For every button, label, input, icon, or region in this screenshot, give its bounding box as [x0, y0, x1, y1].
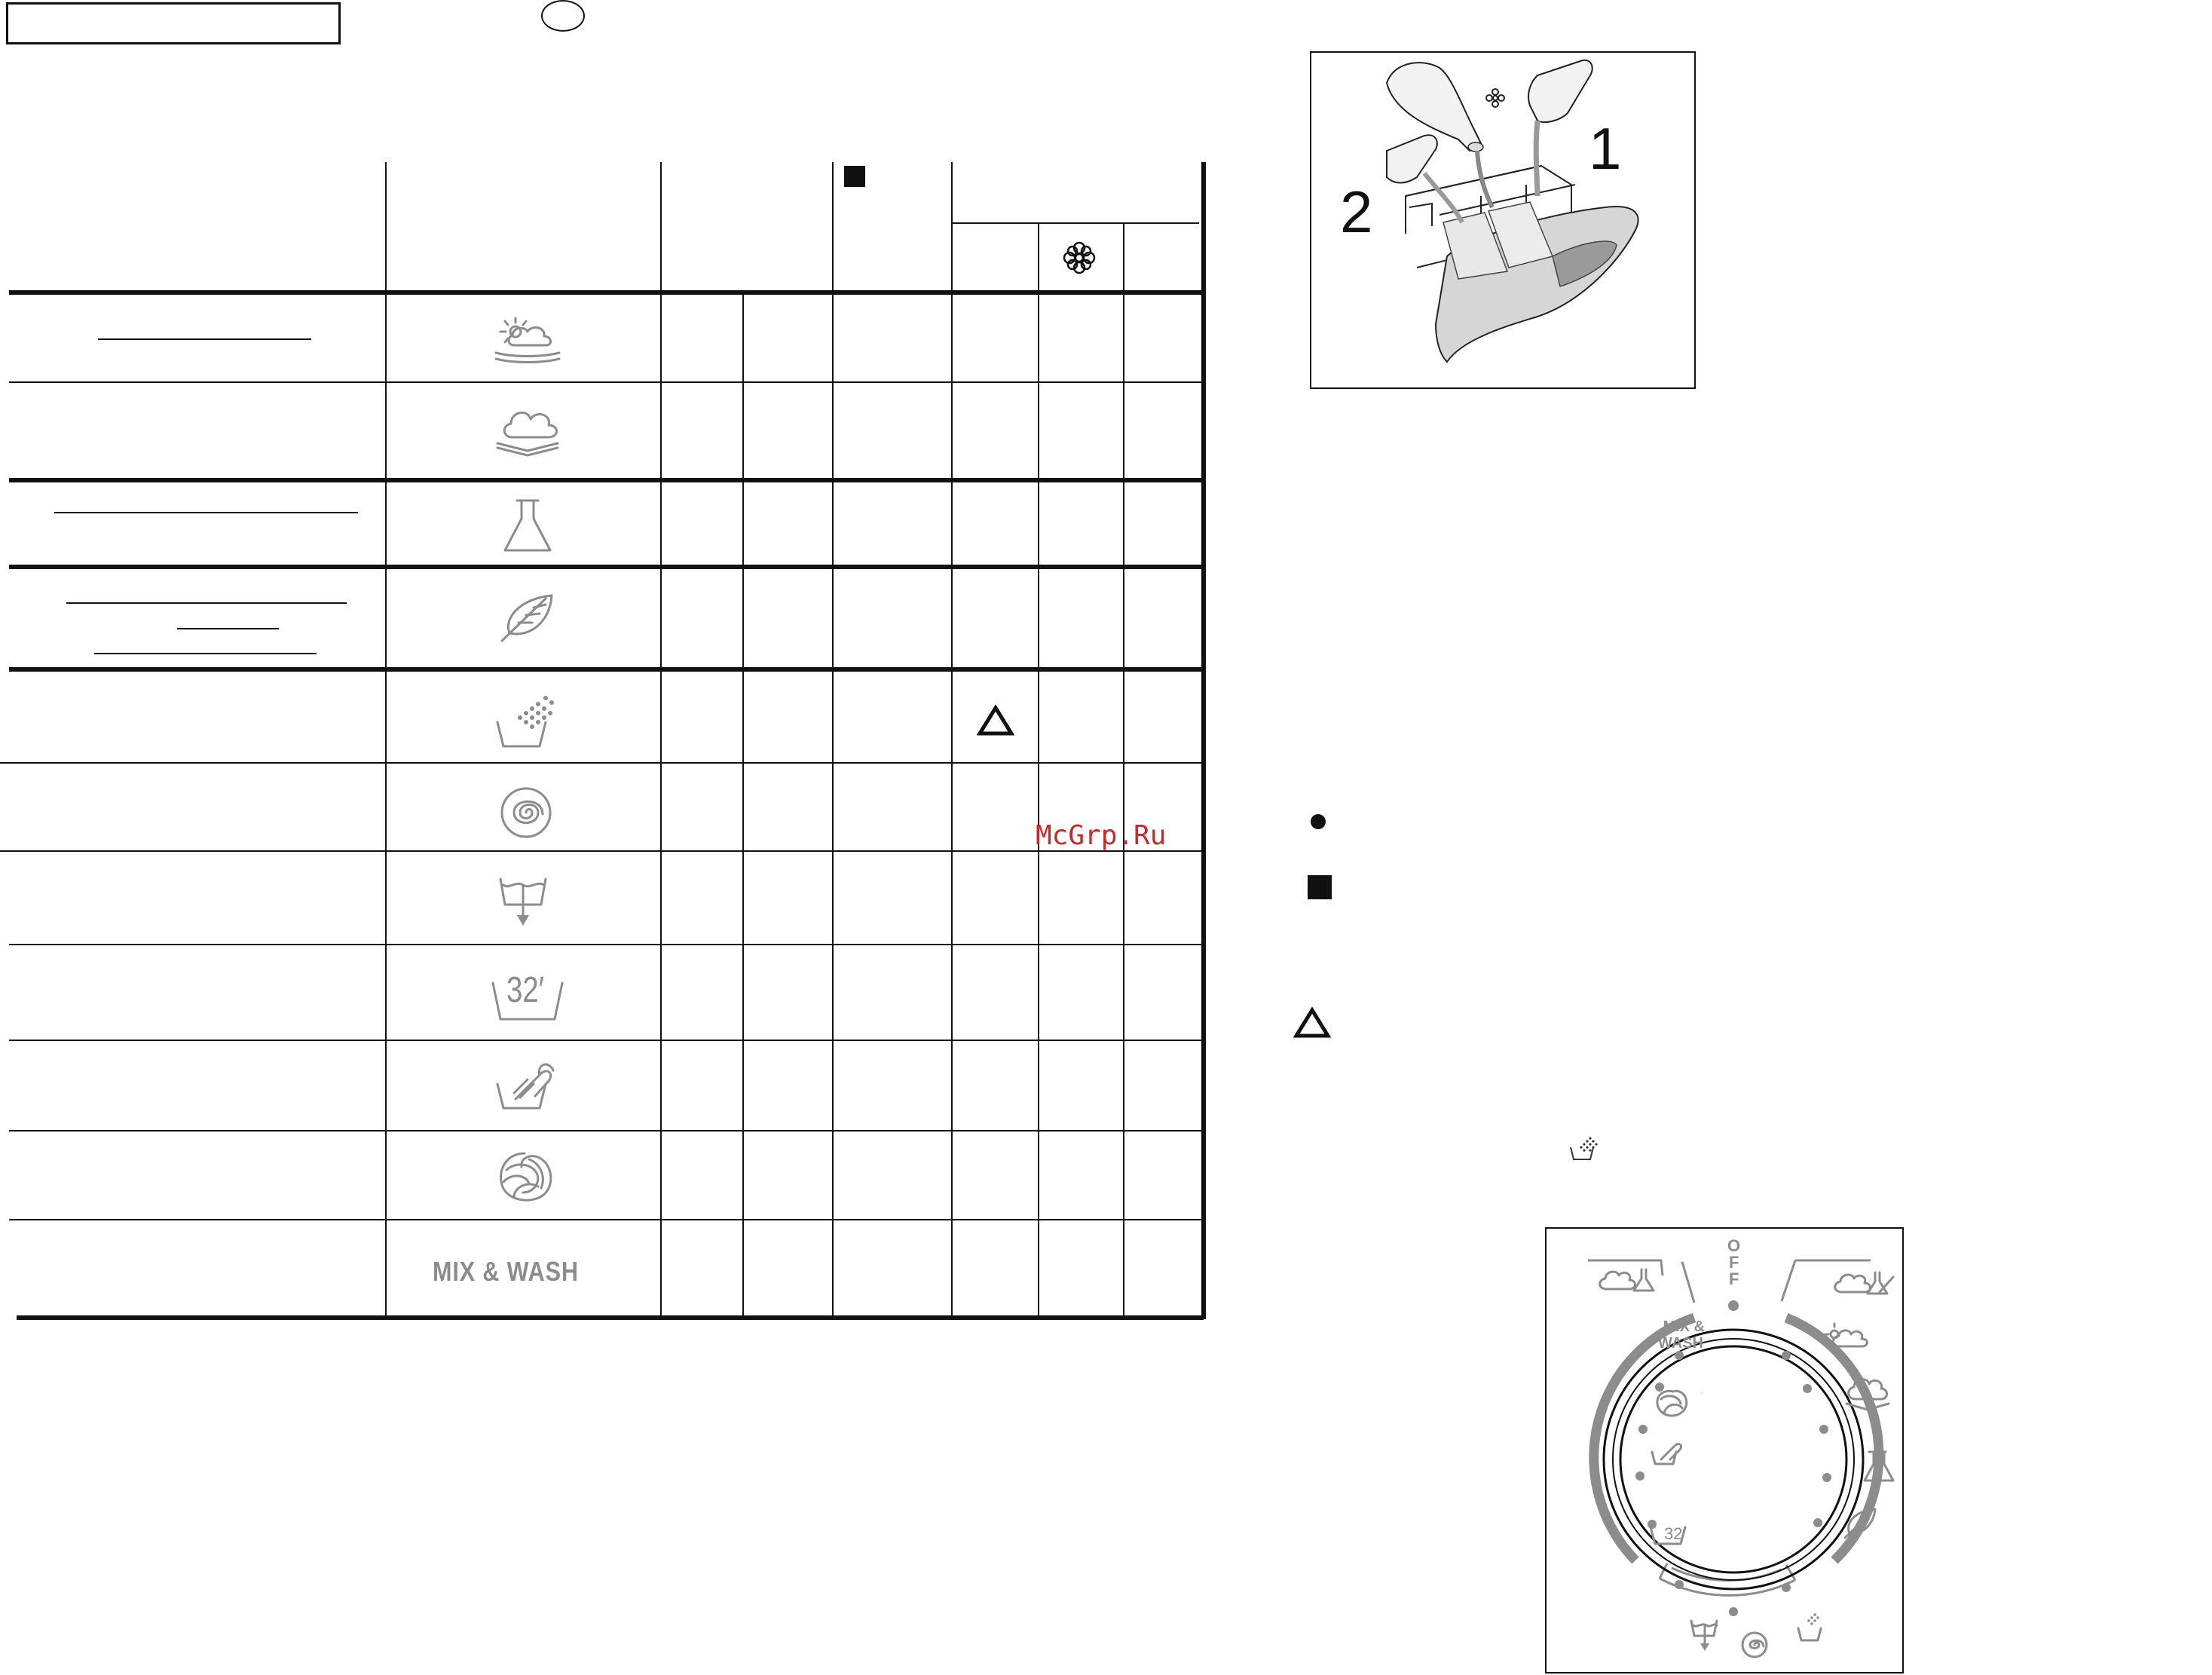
sun-cloud-icon — [491, 311, 564, 371]
drain-icon — [493, 871, 561, 932]
dispenser-label-1: 1 — [1589, 115, 1622, 182]
wash-32-text: 32′ — [506, 970, 544, 1010]
programme-table — [0, 0, 1213, 1327]
flower-icon — [1061, 240, 1097, 276]
dial-off-f1: F — [1729, 1253, 1739, 1272]
inline-rinse-icon — [1568, 1135, 1601, 1162]
dial-off-o: O — [1727, 1236, 1741, 1255]
dial-mix-wash-line2: WASH — [1658, 1335, 1703, 1352]
watermark-text: McGrp.Ru — [1036, 820, 1167, 851]
rinse-shower-icon — [493, 692, 561, 752]
dial-off-f2: F — [1729, 1269, 1739, 1288]
svg-text:32′: 32′ — [1664, 1524, 1686, 1543]
wash-32-icon — [488, 965, 567, 1025]
triangle-icon — [977, 705, 1014, 736]
circle-bullet-icon — [1308, 812, 1328, 831]
wool-icon — [491, 1147, 559, 1208]
square-bullet-icon — [1307, 874, 1332, 900]
feather-icon — [493, 588, 561, 648]
mix-wash-label: MIX & WASH — [433, 1256, 579, 1287]
cloud-icon — [491, 401, 564, 461]
dispenser-label-2: 2 — [1340, 179, 1373, 245]
dial-mix-wash-line1: MIX & — [1663, 1318, 1705, 1335]
legend-triangle-icon — [1293, 1007, 1331, 1039]
hand-wash-icon — [493, 1054, 561, 1114]
programme-dial — [1547, 1229, 1901, 1670]
spin-spiral-icon — [496, 782, 556, 843]
flask-icon — [497, 496, 558, 556]
header-square-icon — [844, 166, 865, 187]
